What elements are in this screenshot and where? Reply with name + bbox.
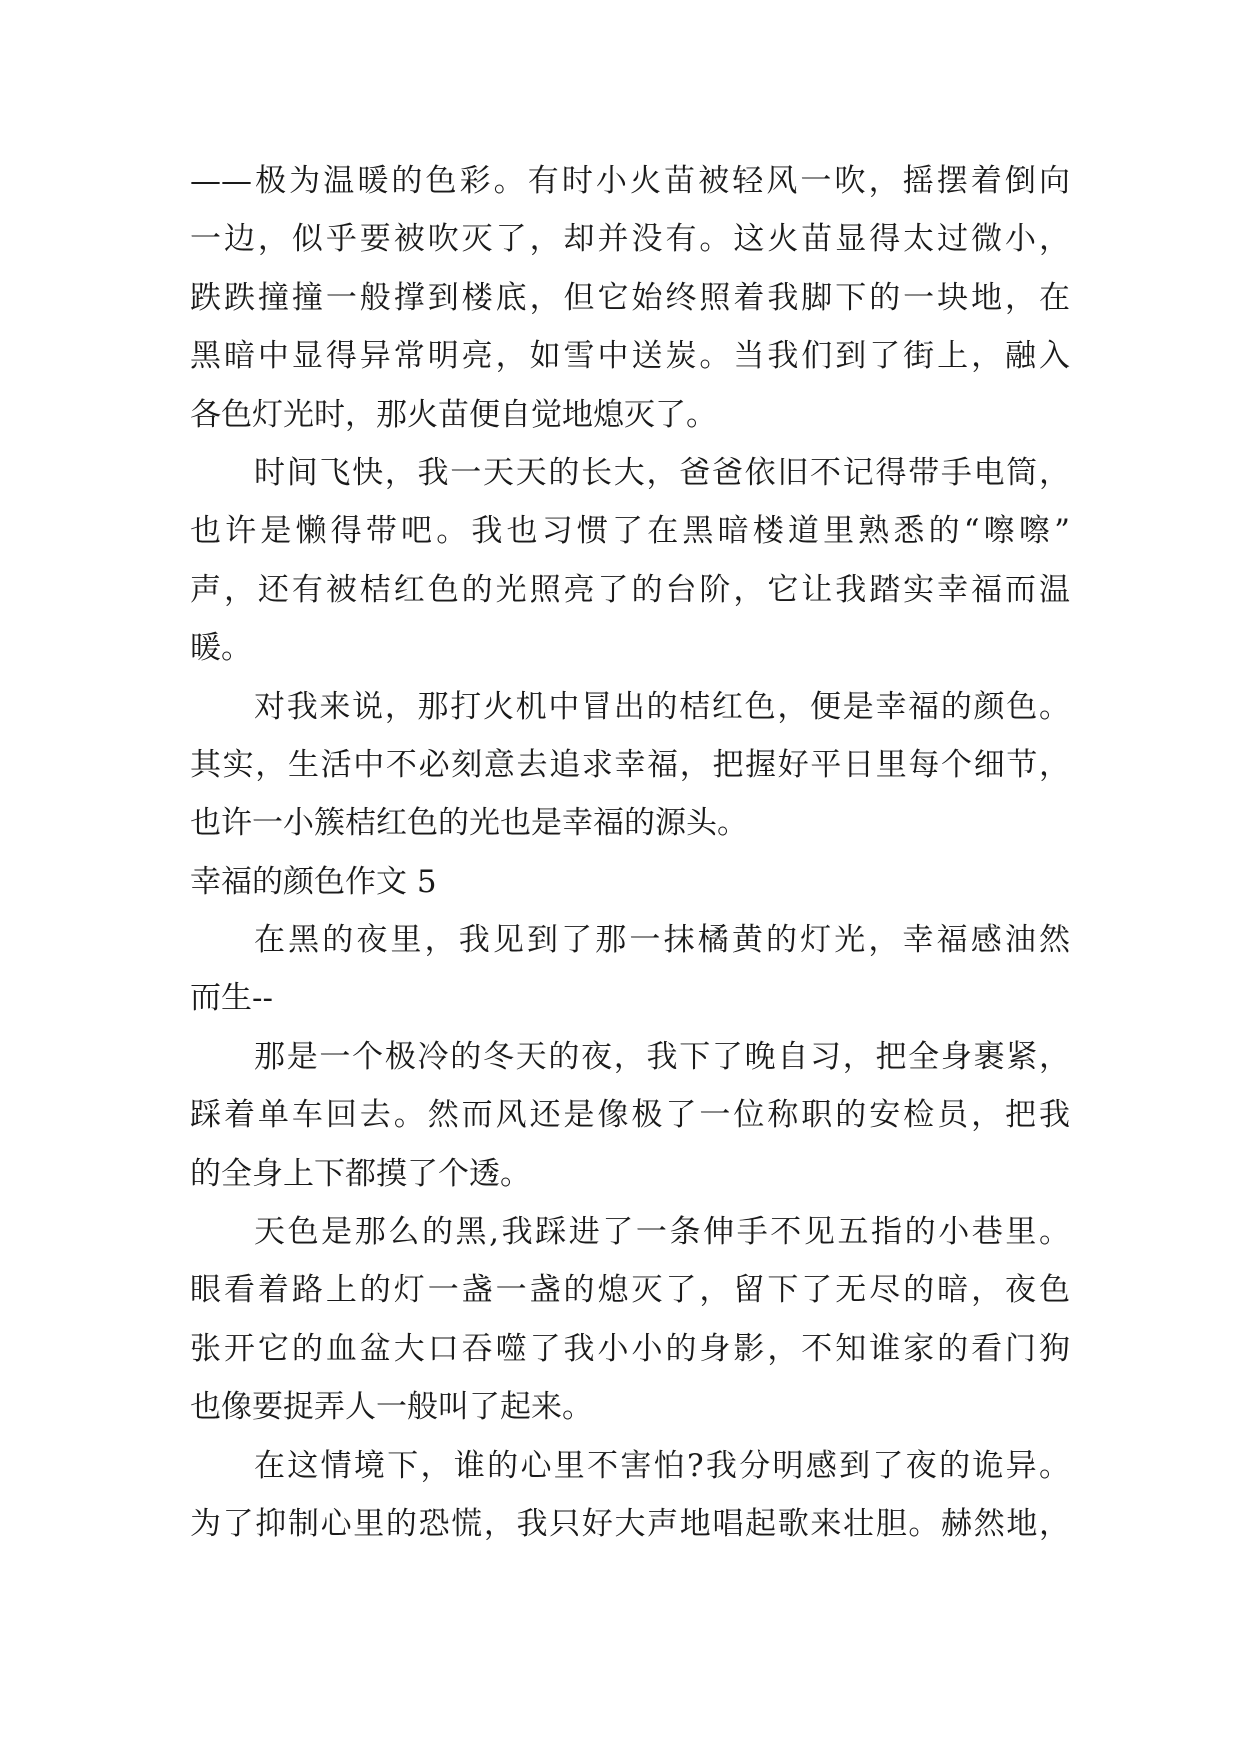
text-line: 也许是懒得带吧。我也习惯了在黑暗楼道里熟悉的“嚓嚓”	[190, 513, 1070, 550]
text-line: 跌跌撞撞一般撑到楼底，但它始终照着我脚下的一块地，在	[190, 279, 1070, 316]
text-line: 在这情境下，谁的心里不害怕?我分明感到了夜的诡异。	[254, 1447, 1070, 1484]
section-heading: 幸福的颜色作文 5	[190, 863, 437, 900]
text-line: 对我来说，那打火机中冒出的桔红色，便是幸福的颜色。	[254, 688, 1070, 725]
text-line: 的全身上下都摸了个透。	[190, 1155, 531, 1192]
text-line: 眼看着路上的灯一盏一盏的熄灭了，留下了无尽的暗，夜色	[190, 1272, 1070, 1309]
text-line: 那是一个极冷的冬天的夜，我下了晚自习，把全身裹紧，	[254, 1038, 1070, 1075]
text-line: 也许一小簇桔红色的光也是幸福的源头。	[190, 805, 748, 842]
text-line: 为了抑制心里的恐慌，我只好大声地唱起歌来壮胆。赫然地，	[190, 1505, 1070, 1542]
text-line: 张开它的血盆大口吞噬了我小小的身影，不知谁家的看门狗	[190, 1330, 1070, 1367]
text-line: 时间飞快，我一天天的长大，爸爸依旧不记得带手电筒，	[254, 454, 1070, 491]
document-body	[190, 152, 1070, 1553]
text-line: 各色灯光时，那火苗便自觉地熄灭了。	[190, 396, 717, 433]
text-line: 一边，似乎要被吹灭了，却并没有。这火苗显得太过微小，	[190, 221, 1070, 258]
text-line: 暖。	[190, 630, 252, 667]
text-line: 踩着单车回去。然而风还是像极了一位称职的安检员，把我	[190, 1097, 1070, 1134]
text-line: 黑暗中显得异常明亮，如雪中送炭。当我们到了街上，融入	[190, 338, 1070, 375]
text-line: 而生--	[190, 980, 273, 1017]
text-line: 其实，生活中不必刻意去追求幸福，把握好平日里每个细节，	[190, 746, 1070, 783]
text-line: 也像要捉弄人一般叫了起来。	[190, 1389, 593, 1426]
text-line: ——极为温暖的色彩。有时小火苗被轻风一吹，摇摆着倒向	[190, 163, 1070, 199]
text-line: 声，还有被桔红色的光照亮了的台阶，它让我踏实幸福而温	[190, 571, 1070, 608]
text-line: 在黑的夜里，我见到了那一抹橘黄的灯光，幸福感油然	[254, 922, 1070, 959]
text-line: 天色是那么的黑,我踩进了一条伸手不见五指的小巷里。	[254, 1214, 1070, 1251]
